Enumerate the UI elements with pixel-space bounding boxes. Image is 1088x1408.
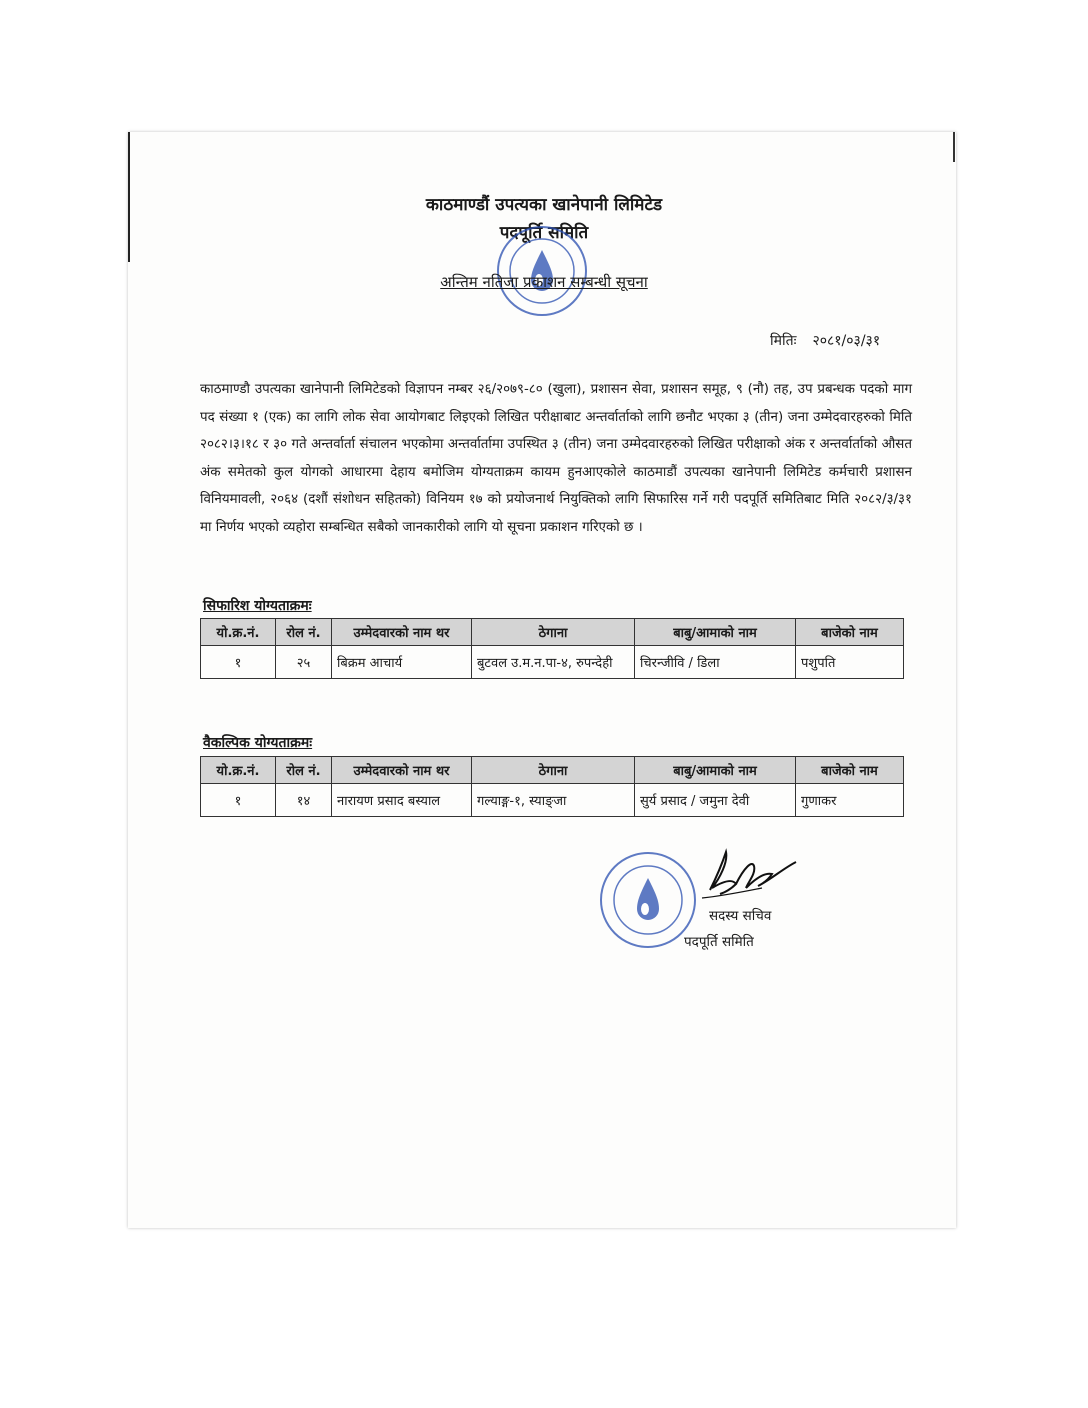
col-address: ठेगाना (472, 619, 635, 646)
col-roll: रोल नं. (276, 757, 332, 784)
notice-title: अन्तिम नतिजा प्रकाशन सम्बन्धी सूचना (440, 273, 648, 291)
table-row (201, 784, 904, 817)
col-roll: रोल नं. (276, 619, 332, 646)
signatory-committee: पदपूर्ति समिति (684, 934, 754, 950)
alternate-section-title: वैकल्पिक योग्यताक्रमः (203, 735, 313, 751)
col-address: ठेगाना (472, 757, 635, 784)
notice-body: काठमाण्डौ उपत्यका खानेपानी लिमिटेडको विज्ञापन नम्बर २६/२०७९-८० (खुला), प्रशासन सेवा, प्रशासन समूह, ९ (नौ) तह, उप प्रबन्धक पदको माग पद संख्या १ (एक) का लागि लोक सेवा आयोगबाट लिइएको लिखित परीक्षाबाट अन्तर्वार्ताको लागि छनौट भएका ३ (तीन) जना उम्मेदवारहरुको मिति २०८२।३।१८ र ३० गते अन्तर्वार्ता संचालन भएकोमा अन्तर्वार्तामा उपस्थित ३ (तीन) जना उम्मेदवारहरुको लिखित परीक्षाको अंक र अन्तर्वार्ताको औसत अंक समेतको कुल योगको आधारमा देहाय बमोजिम योग्यताक्रम कायम हुनआएकोले काठमाडौं उपत्यका खानेपानी लिमिटेड कर्मचारी प्रशासन विनियमावली, २०६४ (दशौं संशोधन सहितको) विनियम १७ को प्रयोजनार्थ नियुक्तिको लागि सिफारिस गर्ने गरी पदपूर्ति समितिबाट मिति २०८२/३/३१ मा निर्णय भएको व्यहोरा सम्बन्धित सबैको जानकारीको लागि यो सूचना प्रकाशन गरिएको छ । (200, 382, 912, 535)
col-parents: बाबु/आमाको नाम (635, 757, 796, 784)
cell-serial: १ (201, 646, 276, 679)
signatory-role: सदस्य सचिव (709, 908, 772, 924)
table-row (201, 646, 904, 679)
scan-edge-right (953, 132, 955, 162)
company-seal-icon (497, 226, 587, 316)
col-parents: बाबु/आमाको नाम (635, 619, 796, 646)
recommended-section-title: सिफारिश योग्यताक्रमः (203, 598, 312, 614)
cell-roll: १४ (276, 784, 332, 817)
organization-name: काठमाण्डौं उपत्यका खानेपानी लिमिटेड (425, 195, 663, 215)
col-name: उम्मेदवारको नाम थर (332, 757, 472, 784)
cell-serial: १ (201, 784, 276, 817)
col-serial: यो.क्र.नं. (201, 757, 276, 784)
committee-name: पदपूर्ति समिति (499, 223, 589, 243)
cell-grandfather: गुणाकर (796, 784, 904, 817)
date-label: मितिः (770, 333, 797, 349)
cell-address: बुटवल उ.म.न.पा-४, रुपन्देही (472, 646, 635, 679)
date-value: २०८१/०३/३१ (812, 333, 881, 349)
notice-date (770, 331, 880, 350)
recommended-table (200, 618, 904, 679)
alternate-table (200, 756, 904, 817)
cell-roll: २५ (276, 646, 332, 679)
col-serial: यो.क्र.नं. (201, 619, 276, 646)
cell-parents: सुर्य प्रसाद / जमुना देवी (635, 784, 796, 817)
company-seal-icon (600, 852, 696, 948)
signature-icon (692, 838, 802, 908)
col-grandfather: बाजेको नाम (796, 757, 904, 784)
col-name: उम्मेदवारको नाम थर (332, 619, 472, 646)
col-grandfather: बाजेको नाम (796, 619, 904, 646)
cell-name: बिक्रम आचार्य (332, 646, 472, 679)
table-header-row (201, 757, 904, 784)
cell-address: गल्याङ्ग-१, स्याङ्जा (472, 784, 635, 817)
cell-parents: चिरन्जीवि / डिला (635, 646, 796, 679)
cell-grandfather: पशुपति (796, 646, 904, 679)
cell-name: नारायण प्रसाद बस्याल (332, 784, 472, 817)
table-header-row (201, 619, 904, 646)
